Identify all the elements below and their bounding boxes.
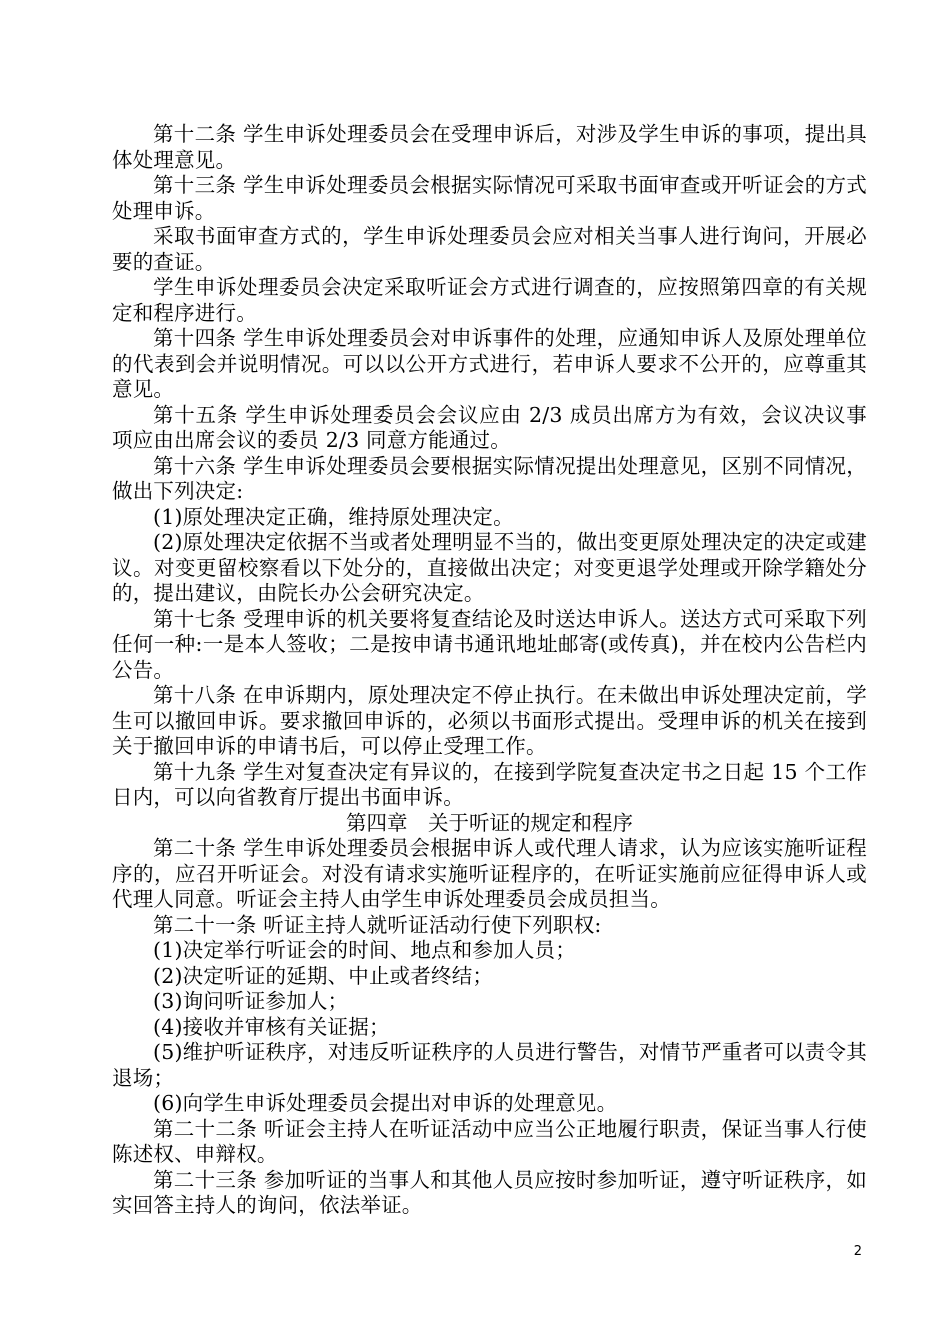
- article-22: 第二十二条 听证会主持人在听证活动中应当公正地履行职责，保证当事人行使陈述权、申辩权。: [112, 1116, 867, 1166]
- article-19: 第十九条 学生对复查决定有异议的，在接到学院复查决定书之日起 15 个工作日内，可以向省教育厅提出书面申诉。: [112, 759, 867, 809]
- article-13: 第十三条 学生申诉处理委员会根据实际情况可采取书面审查或开听证会的方式处理申诉。: [112, 173, 867, 223]
- article-21-item-5: (5)维护听证秩序，对违反听证秩序的人员进行警告，对情节严重者可以责令其退场；: [112, 1040, 867, 1090]
- article-14: 第十四条 学生申诉处理委员会对申诉事件的处理，应通知申诉人及原处理单位的代表到会并说明情况。可以以公开方式进行，若申诉人要求不公开的，应尊重其意见。: [112, 326, 867, 401]
- page-number: 2: [853, 1244, 862, 1259]
- article-20: 第二十条 学生申诉处理委员会根据申诉人或代理人请求，认为应该实施听证程序的，应召开听证会。对没有请求实施听证程序的，在听证实施前应征得申诉人或代理人同意。听证会主持人由学生申诉处理委员会成员担当。: [112, 836, 867, 911]
- article-21: 第二十一条 听证主持人就听证活动行使下列职权:: [153, 912, 602, 937]
- chapter-heading: 第四章 关于听证的规定和程序: [346, 810, 633, 835]
- document-body: [112, 122, 867, 1219]
- article-23: 第二十三条 参加听证的当事人和其他人员应按时参加听证，遵守听证秩序，如实回答主持人的询问，依法举证。: [112, 1167, 867, 1217]
- article-21-item-4: (4)接收并审核有关证据；: [153, 1014, 390, 1039]
- article-15: 第十五条 学生申诉处理委员会会议应由 2/3 成员出席方为有效，会议决议事项应由出席会议的委员 2/3 同意方能通过。: [112, 402, 867, 452]
- article-13-written-review: 采取书面审查方式的，学生申诉处理委员会应对相关当事人进行询问，开展必要的查证。: [112, 224, 867, 274]
- article-21-item-2: (2)决定听证的延期、中止或者终结；: [153, 963, 494, 988]
- article-21-item-3: (3)询问听证参加人；: [153, 989, 349, 1013]
- article-21-item-6: (6)向学生申诉处理委员会提出对申诉的处理意见。: [153, 1091, 618, 1115]
- article-12: 第十二条 学生申诉处理委员会在受理申诉后，对涉及学生申诉的事项，提出具体处理意见。: [112, 122, 867, 172]
- article-21-item-1: (1)决定举行听证会的时间、地点和参加人员；: [153, 938, 576, 962]
- article-16-item-2: (2)原处理决定依据不当或者处理明显不当的，做出变更原处理决定的决定或建议。对变更留校察看以下处分的，直接做出决定；对变更退学处理或开除学籍处分的，提出建议，由院长办公会研究决定。: [112, 530, 867, 605]
- article-13-hearing: 学生申诉处理委员会决定采取听证会方式进行调查的，应按照第四章的有关规定和程序进行。: [112, 275, 867, 325]
- article-17: 第十七条 受理申诉的机关要将复查结论及时送达申诉人。送达方式可采取下列任何一种:一是本人签收；二是按申请书通讯地址邮寄(或传真)，并在校内公告栏内公告。: [112, 606, 867, 682]
- article-18: 第十八条 在申诉期内，原处理决定不停止执行。在未做出申诉处理决定前，学生可以撤回申诉。要求撤回申诉的，必须以书面形式提出。受理申诉的机关在接到关于撤回申诉的申请书后，可以停止受理工作。: [112, 683, 867, 758]
- article-16: 第十六条 学生申诉处理委员会要根据实际情况提出处理意见，区别不同情况，做出下列决定:: [112, 453, 867, 503]
- article-16-item-1: (1)原处理决定正确，维持原处理决定。: [153, 504, 514, 529]
